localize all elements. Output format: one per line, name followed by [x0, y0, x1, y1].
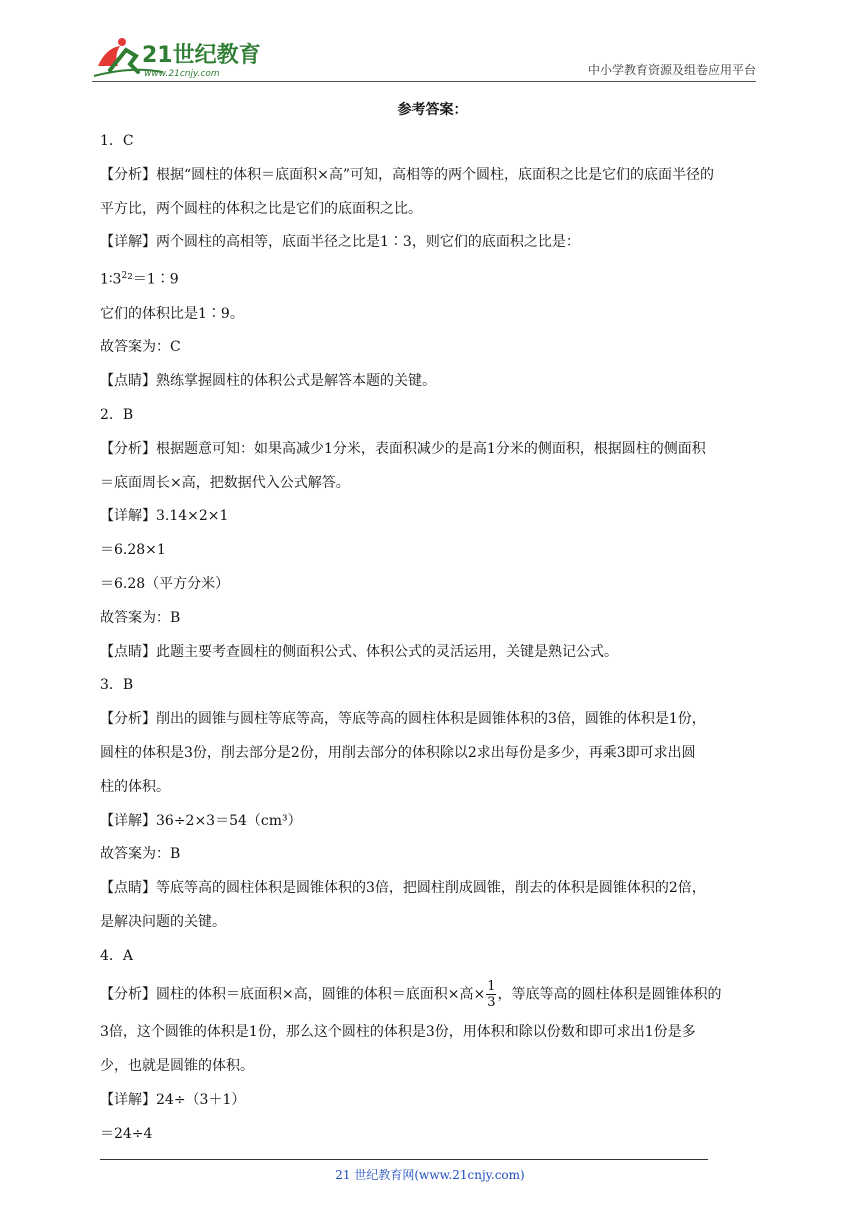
platform-name: 中小学教育资源及组卷应用平台	[587, 63, 756, 77]
answer-line: 故答案为：B	[100, 846, 181, 863]
analysis-paragraph	[100, 164, 765, 220]
text-line: 柱的体积。	[100, 778, 170, 795]
text-line: 是解决问题的关键。	[100, 913, 226, 930]
comment-paragraph	[100, 877, 765, 933]
answer-number: 1．C	[100, 133, 134, 149]
calc-line: ＝6.28×1	[100, 542, 166, 559]
answer-number: 3．B	[100, 677, 134, 694]
detail-line: 【详解】24÷（3＋1）	[100, 1091, 246, 1108]
analysis-paragraph	[100, 438, 765, 494]
text-line: 【分析】根据“圆柱的体积＝底面积×高”可知，高相等的两个圆柱，底面积之比是它们的底面半径的	[100, 166, 715, 183]
answer-number: 2．B	[100, 407, 134, 424]
text-line-with-fraction	[100, 979, 765, 1010]
text-part: ，等底等高的圆柱体积是圆锥体积的	[497, 986, 722, 1003]
page-title: 参考答案：	[397, 102, 468, 118]
text-part: 【分析】圆柱的体积＝底面积×高，圆锥的体积＝底面积×高×	[100, 986, 486, 1003]
answer-line: 故答案为：B	[100, 609, 181, 626]
logo-text: 21世纪教育	[142, 43, 261, 68]
logo-21cnjy	[92, 36, 262, 80]
text-line: 【点睛】等底等高的圆柱体积是圆锥体积的3倍，把圆柱削成圆锥，削去的体积是圆锥体积的2倍，	[100, 880, 706, 897]
answer-content	[100, 100, 765, 1157]
analysis-paragraph	[100, 708, 765, 798]
calc-line	[100, 265, 765, 291]
denominator: 3	[487, 994, 496, 1010]
text-line: 圆柱的体积是3份，削去部分是2份，用削去部分的体积除以2求出每份是多少，再乘3即可求出圆	[100, 745, 696, 761]
calc-line: ＝6.28（平方分米）	[100, 576, 230, 593]
header-divider	[92, 81, 756, 82]
superscript-part: 2	[121, 271, 128, 282]
text-line: 它们的体积比是1∶9。	[100, 305, 244, 322]
numerator: 1	[487, 978, 496, 994]
comment-line: 【点睛】此题主要考查圆柱的侧面积公式、体积公式的灵活运用，关键是熟记公式。	[100, 643, 618, 660]
fraction-one-third	[486, 979, 496, 1010]
answer-line: 故答案为：C	[100, 339, 181, 356]
text-line: 【分析】根据题意可知：如果高减少1分米，表面积减少的是高1分米的侧面积，根据圆柱的侧面积	[100, 440, 706, 457]
analysis-paragraph	[100, 979, 765, 1078]
comment-line: 【点睛】熟练掌握圆柱的体积公式是解答本题的关键。	[100, 373, 436, 390]
calc-part: ²＝1∶9	[127, 271, 179, 288]
detail-line: 【详解】3.14×2×1	[100, 508, 229, 525]
text-line: 【分析】削出的圆锥与圆柱等底等高，等底等高的圆柱体积是圆锥体积的3倍，圆锥的体积是1份，	[100, 711, 706, 728]
text-line: 少，也就是圆锥的体积。	[100, 1058, 254, 1075]
answer-number: 4．A	[100, 947, 134, 964]
logo-url: www.21cnjy.com	[144, 69, 220, 79]
text-line: 平方比，两个圆柱的体积之比是它们的底面积之比。	[100, 200, 422, 217]
detail-line: 【详解】两个圆柱的高相等，底面半径之比是1∶3，则它们的底面积之比是：	[100, 234, 580, 251]
detail-line: 【详解】36÷2×3＝54（cm³）	[100, 812, 302, 829]
text-line: 3倍，这个圆锥的体积是1份，那么这个圆柱的体积是3份，用体积和除以份数和即可求出1份是多	[100, 1024, 696, 1041]
footer-link[interactable]: 21 世纪教育网(www.21cnjy.com)	[335, 1168, 525, 1182]
footer-divider	[100, 1159, 708, 1160]
calc-line: ＝24÷4	[100, 1125, 153, 1142]
text-line: ＝底面周长×高，把数据代入公式解答。	[100, 474, 350, 491]
page-header	[0, 0, 860, 90]
calc-part: 1∶3	[100, 271, 122, 288]
